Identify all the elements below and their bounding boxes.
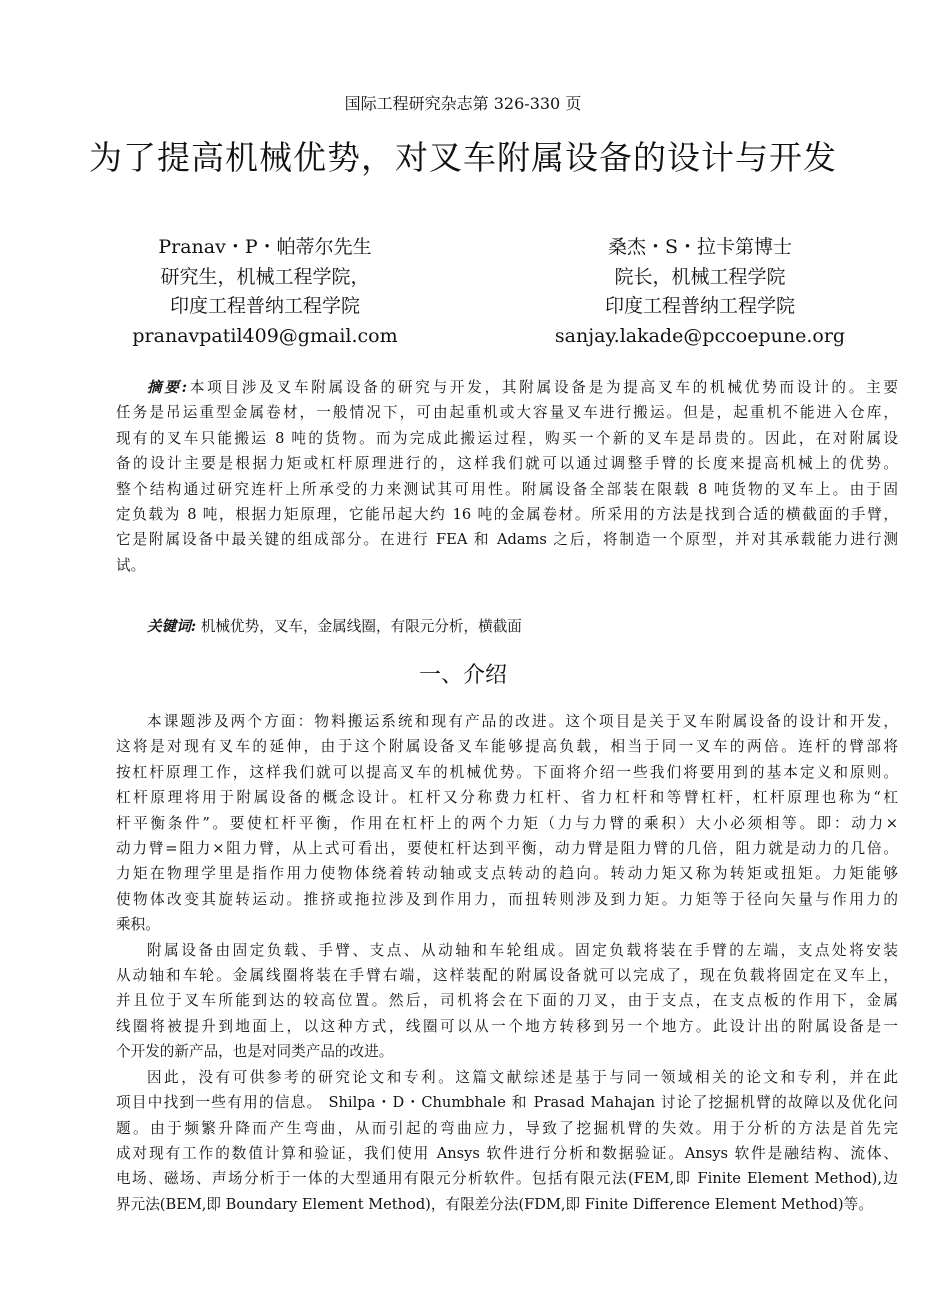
abstract-line: 摘要:本项目涉及叉车附属设备的研究与开发，其附属设备是为提高叉车的机械优势而设计的。主要 — [147, 379, 898, 396]
abstract-line: 定负载为 8 吨，根据力矩原理，它能吊起大约 16 吨的金属卷材。所采用的方法是找到合适的横截面的手臂， — [116, 506, 898, 524]
abstract-line: 试。 — [116, 556, 146, 574]
introduction-body — [116, 709, 898, 1217]
author-institution: 印度工程普纳工程学院 — [604, 295, 795, 317]
author-name: Pranav・P・帕蒂尔先生 — [158, 236, 372, 258]
author-email: sanjay.lakade@pccoepune.org — [554, 324, 846, 347]
body-line: 附属设备由固定负载、手臂、支点、从动轴和车轮组成。固定负载将装在手臂的左端，支点处将安装 — [147, 941, 898, 959]
body-line: 电场、磁场、声场分析于一体的大型通用有限元分析软件。包括有限元法(FEM,即 Finite Element Method),边 — [116, 1170, 898, 1188]
body-line: 杠杆原理将用于附属设备的概念设计。杠杆又分称费力杠杆、省力杠杆和等臂杠杆，杠杆原理也称为“杠 — [116, 789, 898, 807]
body-line: 题。由于频繁升降而产生弯曲，从而引起的弯曲应力，导致了挖掘机臂的失效。用于分析的方法是首先完 — [116, 1119, 898, 1137]
author-email: pranavpatil409@gmail.com — [132, 324, 398, 347]
body-line: 这将是对现有叉车的延伸，由于这个附属设备叉车能够提高负载，相当于同一叉车的两倍。连杆的臂部将 — [116, 738, 898, 756]
body-line: 成对现有工作的数值计算和验证，我们使用 Ansys 软件进行分析和数据验证。Ansys 软件是融结构、流体、 — [116, 1144, 898, 1162]
body-line: 项目中找到一些有用的信息。 Shilpa・D・Chumbhale 和 Prasad Mahajan 讨论了挖掘机臂的故障以及优化问 — [116, 1094, 898, 1112]
author-block-2 — [545, 233, 855, 351]
author-institution: 印度工程普纳工程学院 — [169, 295, 360, 317]
body-line: 杆平衡条件”。要使杠杆平衡，作用在杠杆上的两个力矩（力与力臂的乘积）大小必须相等。即：动力× — [116, 814, 898, 832]
keywords — [147, 617, 522, 637]
body-line: 本课题涉及两个方面：物料搬运系统和现有产品的改进。这个项目是关于叉车附属设备的设计和开发， — [147, 713, 898, 730]
abstract-line: 它是附属设备中最关键的组成部分。在进行 FEA 和 Adams 之后，将制造一个原型，并对其承载能力进行测 — [116, 531, 898, 549]
abstract-label: 摘要: — [147, 379, 188, 396]
body-line: 从动轴和车轮。金属线圈将装在手臂右端，这样装配的附属设备就可以完成了，现在负载将固定在叉车上， — [116, 967, 898, 985]
keywords-text: 机械优势，叉车，金属线圈，有限元分析，横截面 — [200, 618, 522, 635]
author-position: 院长，机械工程学院 — [614, 265, 786, 288]
section-heading: 一、介绍 — [418, 663, 507, 688]
body-line: 线圈将被提升到地面上，以这种方式，线圈可以从一个地方转移到另一个地方。此设计出的附属设备是一 — [116, 1017, 898, 1035]
body-line: 并且位于叉车所能到达的较高位置。然后，司机将会在下面的刀叉，由于支点，在支点板的作用下，金属 — [116, 992, 898, 1010]
body-line: 界元法(BEM,即 Boundary Element Method)，有限差分法(FDM,即 Finite Difference Element Method)等。 — [116, 1195, 873, 1213]
body-line: 个开发的新产品，也是对同类产品的改进。 — [116, 1043, 394, 1061]
author-position: 研究生，机械工程学院， — [160, 265, 370, 288]
abstract-line: 备的设计主要是根据力矩或杠杆原理进行的，这样我们就可以通过调整手臂的长度来提高机械上的优势。 — [116, 455, 898, 473]
journal-header: 国际工程研究杂志第 326-330 页 — [344, 94, 582, 113]
abstract-line: 现有的叉车只能搬运 8 吨的货物。而为完成此搬运过程，购买一个新的叉车是昂贵的。因此，在对附属设 — [116, 429, 898, 447]
body-line: 乘积。 — [116, 916, 160, 934]
body-line: 按杠杆原理工作，这样我们就可以提高叉车的机械优势。下面将介绍一些我们将要用到的基本定义和原则。 — [116, 763, 898, 781]
body-line: 因此，没有可供参考的研究论文和专利。这篇文献综述是基于与同一领域相关的论文和专利，并在此 — [147, 1068, 898, 1086]
abstract — [116, 375, 898, 578]
abstract-line: 整个结构通过研究连杆上所承受的力来测试其可用性。附属设备全部装在限载 8 吨货物的叉车上。由于固 — [116, 480, 898, 498]
abstract-line: 任务是吊运重型金属卷材，一般情况下，可由起重机或大容量叉车进行搬运。但是，起重机不能进入仓库， — [116, 404, 898, 422]
paper-title: 为了提高机械优势，对叉车附属设备的设计与开发 — [89, 138, 837, 177]
body-line: 使物体改变其旋转运动。推挤或拖拉涉及到作用力，而扭转则涉及到力矩。力矩等于径向矢量与作用力的 — [116, 890, 898, 908]
keywords-label: 关键词: — [147, 618, 197, 635]
body-line: 力矩在物理学里是指作用力使物体绕着转动轴或支点转动的趋向。转动力矩又称为转矩或扭矩。力矩能够 — [116, 865, 898, 883]
author-name: 桑杰・S・拉卡第博士 — [607, 236, 793, 258]
author-block-1 — [110, 233, 420, 351]
body-line: 动力臂=阻力×阻力臂，从上式可看出，要使杠杆达到平衡，动力臂是阻力臂的几倍，阻力就是动力的几倍。 — [116, 840, 898, 858]
